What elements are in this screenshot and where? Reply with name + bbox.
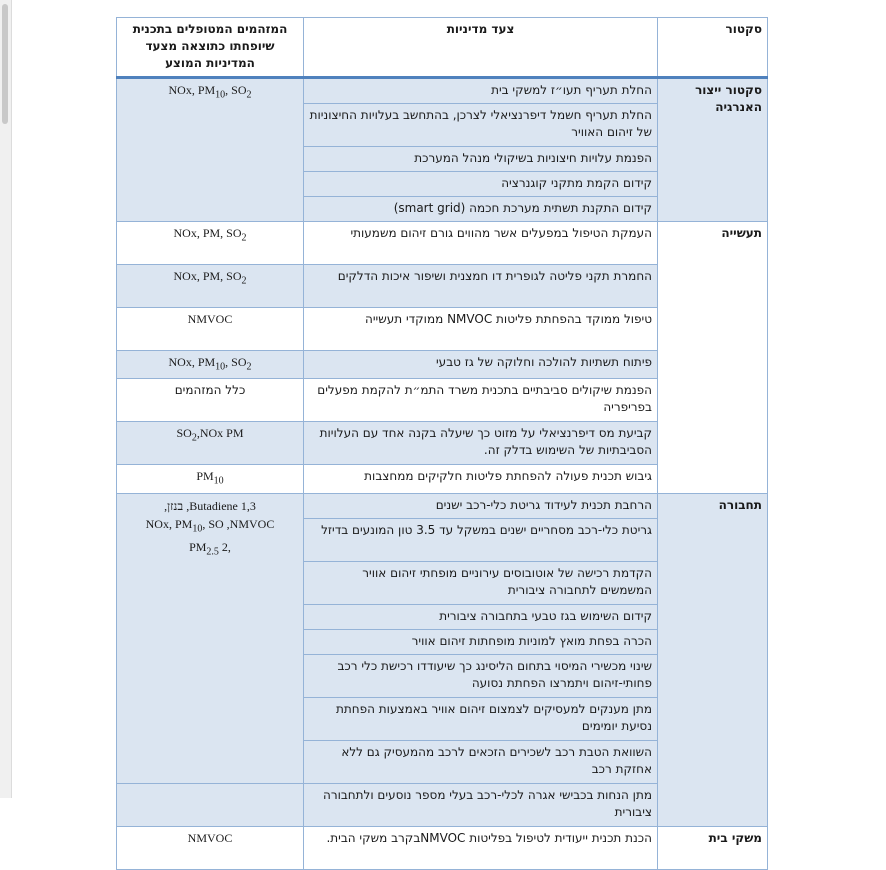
policy-cell: החמרת תקני פליטה לגופרית דו חמצנית ושיפור איכות הדלקים — [304, 265, 658, 308]
pollutants-cell: NOx, PM, $SO_2$ — [117, 265, 304, 308]
policy-cell: קביעת מס דיפרנציאלי על מזוט כך שיעלה בקנה אחד עם העלויות הסביבתיות של השימוש בדלק זה. — [304, 422, 658, 465]
policy-cell: מתן מענקים למעסיקים לצמצום זיהום אוויר באמצעות הפחתת נסיעת יומימים — [304, 697, 658, 740]
policy-cell: החלת תעריף תעו״ז למשקי בית — [304, 78, 658, 104]
policy-table — [116, 17, 768, 870]
policy-cell: פיתוח תשתיות להולכה וחלוקה של גז טבעי — [304, 351, 658, 379]
pollutants-line: $PM_{2.5}$ ‏,2 — [189, 540, 231, 558]
pollutants-line: NOx, $PM_{10}$, SO ,NMVOC — [145, 516, 275, 535]
table-row — [117, 78, 768, 104]
sector-transport: תחבורה — [658, 493, 768, 826]
header-pollutants: המזהמים המטופלים בתכנית שיופחתו כתוצאה מצעד המדיניות המוצע — [117, 18, 304, 78]
policy-cell: הרחבת תכנית לעידוד גריטת כלי-רכב ישנים — [304, 493, 658, 518]
table-row — [117, 222, 768, 265]
scrollbar[interactable] — [0, 0, 12, 798]
pollutants-line: 1,3 Butadiene, בנזן, — [164, 498, 256, 513]
policy-cell: טיפול ממוקד בהפחתת פליטות NMVOC ממוקדי תעשייה — [304, 308, 658, 351]
table-row — [117, 493, 768, 518]
sector-energy: סקטור ייצור האנרגיה — [658, 78, 768, 222]
pollutants-energy: NOx, $PM_{10}$, $SO_2$ — [117, 78, 304, 222]
sector-household: משקי בית — [658, 826, 768, 869]
pollutants-cell: NOx, PM, $SO_2$ — [117, 222, 304, 265]
policy-cell: גיבוש תכנית פעולה להפחתת פליטות חלקיקים ממחצבות — [304, 465, 658, 493]
policy-cell: שינוי מכשירי המיסוי בתחום הליסינג כך שיעודדו רכישת כלי רכב פחותי-זיהום ויתמרצו הפחתת נסועה — [304, 654, 658, 697]
policy-cell: קידום הקמת מתקני קוגנרציה — [304, 172, 658, 197]
pollutants-cell: NOx, $PM_{10}$, $SO_2$ — [117, 351, 304, 379]
table-header-row — [117, 18, 768, 78]
pollutants-cell-empty — [117, 783, 304, 826]
pollutants-cell: NMVOC — [117, 826, 304, 869]
sector-industry: תעשייה — [658, 222, 768, 494]
policy-cell: הכנת תכנית ייעודית לטיפול בפליטות NMVOCבקרב משקי הבית. — [304, 826, 658, 869]
table-row — [117, 826, 768, 869]
policy-cell: הפנמת שיקולים סביבתיים בתכנית משרד התמ״ת להקמת מפעלים בפריפריה — [304, 379, 658, 422]
scrollbar-thumb[interactable] — [2, 4, 8, 124]
policy-cell: מתן הנחות בכבישי אגרה לכלי-רכב בעלי מספר נוסעים ולתחבורה ציבורית — [304, 783, 658, 826]
pollutants-cell: $PM_{10}$ — [117, 465, 304, 493]
pollutants-cell: NMVOC — [117, 308, 304, 351]
header-sector: סקטור — [658, 18, 768, 78]
pollutants-cell: $SO_2,NOx$ PM — [117, 422, 304, 465]
policy-cell: הפנמת עלויות חיצוניות בשיקולי מנהל המערכת — [304, 147, 658, 172]
policy-cell: החלת תעריף חשמל דיפרנציאלי לצרכן, בהתחשב בעלויות החיצוניות של זיהום האוויר — [304, 104, 658, 147]
policy-cell: הכרה בפחת מואץ למוניות מופחתות זיהום אוויר — [304, 629, 658, 654]
header-policy: צעד מדיניות — [304, 18, 658, 78]
policy-cell: השוואת הטבת רכב לשכירים הזכאים לרכב מהמעסיק גם ללא אחזקת רכב — [304, 740, 658, 783]
policy-cell: קידום השימוש בגז טבעי בתחבורה ציבורית — [304, 604, 658, 629]
policy-cell: גריטת כלי-רכב מסחריים ישנים במשקל עד 3.5 טון המונעים בדיזל — [304, 518, 658, 561]
policy-cell: העמקת הטיפול במפעלים אשר מהווים גורם זיהום משמעותי — [304, 222, 658, 265]
pollutants-transport — [117, 493, 304, 783]
pollutants-cell: כלל המזהמים — [117, 379, 304, 422]
policy-cell: קידום התקנת תשתית מערכת חכמה (smart grid) — [304, 197, 658, 222]
policy-cell: הקדמת רכישה של אוטובוסים עירוניים מופחתי זיהום אוויר המשמשים לתחבורה ציבורית — [304, 561, 658, 604]
